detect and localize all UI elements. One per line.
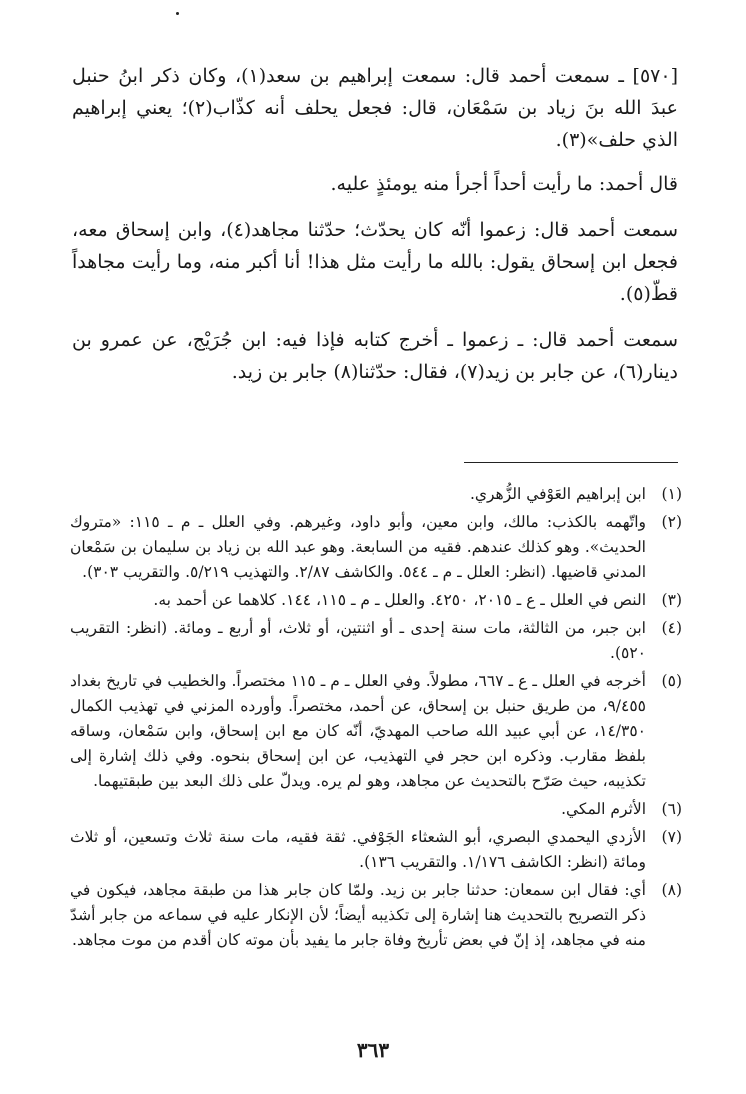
footnote bbox=[70, 825, 682, 875]
footnote-text: أخرجه في العلل ـ ع ـ ٦٦٧، مطولاً. وفي العلل ـ م ـ ١١٥ مختصراً. والخطيب في تاريخ بغداد ٩/٤٥٥، من طريق حنبل بن إسحاق، عن أحمد، مختصراً. وأورده المزني في تهذيب الكمال ١٤/٣٥٠، عن أبي عبيد الله صاحب المهديّ، أنّه كان مع ابن إسحاق، وابن سَمْعان، وساقه بلفظ مقارب. وذكره ابن حجر في التهذيب، عن ابن إسحاق بنحوه. وفي ذلك إشارة إلى تكذيبه، حيث صَرّح بالتحديث عن مجاهد، وهو لم يره. ويدلّ على ذلك البعد بين طبقتيهما. bbox=[70, 672, 646, 790]
footnote-number: (١) bbox=[661, 485, 682, 503]
footnote-text: ابن إبراهيم العَوْفي الزُّهري. bbox=[469, 485, 646, 503]
footnote-number: (٤) bbox=[661, 619, 682, 637]
paragraph-ahmad-comment: قال أحمد: ما رأيت أحداً أجرأ منه يومئذٍ عليه. bbox=[330, 173, 678, 195]
paragraph-mujahid: سمعت أحمد قال: زعموا أنّه كان يحدّث؛ حدّثنا مجاهد(٤)، وابن إسحاق معه، فجعل ابن إسحاق يقول: بالله ما رأيت مثل هذا! أنا أكبر منه، وما رأيت مجاهداً قطّ(٥). bbox=[72, 219, 678, 305]
footnote-number: (٧) bbox=[661, 828, 682, 846]
ink-dot bbox=[176, 12, 179, 15]
footnote bbox=[70, 588, 682, 613]
main-text bbox=[72, 60, 678, 402]
footnote bbox=[70, 482, 682, 507]
paragraph-570: [٥٧٠] ـ سمعت أحمد قال: سمعت إبراهيم بن سعد(١)، وكان ذكر ابنُ حنبل عبدَ الله بنَ زياد بن سَمْعَان، قال: فجعل يحلف أنه كذّاب(٢)؛ يعني إبراهيم الذي حلف»(٣). bbox=[72, 65, 678, 151]
footnote-number: (٨) bbox=[661, 881, 682, 899]
footnote-text: واتّهمه بالكذب: مالك، وابن معين، وأبو داود، وغيرهم. وفي العلل ـ م ـ ١١٥: «متروك الحديث». وهو كذلك عندهم. فقيه من السابعة. وهو عبد الله بن زياد بن سليمان بن سَمْعان المدني قاضيها. (انظر: العلل ـ م ـ ٥٤٤. والكاشف ٢/٨٧. والتهذيب ٥/٢١٩. والتقريب ٣٠٣). bbox=[70, 513, 646, 581]
footnote-separator bbox=[464, 462, 678, 463]
page-number: ٣٦٣ bbox=[356, 1038, 390, 1062]
footnote bbox=[70, 797, 682, 822]
footnote-number: (٦) bbox=[661, 800, 682, 818]
footnote bbox=[70, 878, 682, 953]
footnote-text: النص في العلل ـ ع ـ ٢٠١٥، ٤٢٥٠. والعلل ـ م ـ ١١٥، ١٤٤. كلاهما عن أحمد به. bbox=[153, 591, 646, 609]
footnote bbox=[70, 616, 682, 666]
footnote-text: أي: فقال ابن سمعان: حدثنا جابر بن زيد. ولمّا كان جابر هذا من طبقة مجاهد، فيكون في ذكر التصريح بالتحديث هنا إشارة إلى تكذيبه أيضاً؛ لأن الإنكار عليه في سماعه من جابر أشدّ منه في مجاهد، إذ إنّ في بعض تأريخ وفاة جابر ما يفيد بأن موته كان أقدم من موت مجاهد. bbox=[70, 881, 646, 949]
footnote-number: (٥) bbox=[661, 672, 682, 690]
footnote-text: الأزدي اليحمدي البصري، أبو الشعثاء الجَوْفي. ثقة فقيه، مات سنة ثلاث وتسعين، أو ثلاث ومائة (انظر: الكاشف ١/١٧٦. والتقريب ١٣٦). bbox=[70, 828, 646, 871]
paragraph-jabir: سمعت أحمد قال: ـ زعموا ـ أخرج كتابه فإذا فيه: ابن جُرَيْج، عن عمرو بن دينار(٦)، عن جابر بن زيد(٧)، فقال: حدّثنا(٨) جابر بن زيد. bbox=[72, 329, 678, 383]
footnotes bbox=[70, 482, 682, 956]
footnote bbox=[70, 510, 682, 585]
footnote bbox=[70, 669, 682, 794]
footnote-number: (٣) bbox=[661, 591, 682, 609]
footnote-number: (٢) bbox=[661, 513, 682, 531]
footnote-text: الأثرم المكي. bbox=[561, 800, 646, 818]
footnote-text: ابن جبر، من الثالثة، مات سنة إحدى ـ أو اثنتين، أو ثلاث، أو أربع ـ ومائة. (انظر: التقريب ٥٢٠). bbox=[70, 619, 646, 662]
